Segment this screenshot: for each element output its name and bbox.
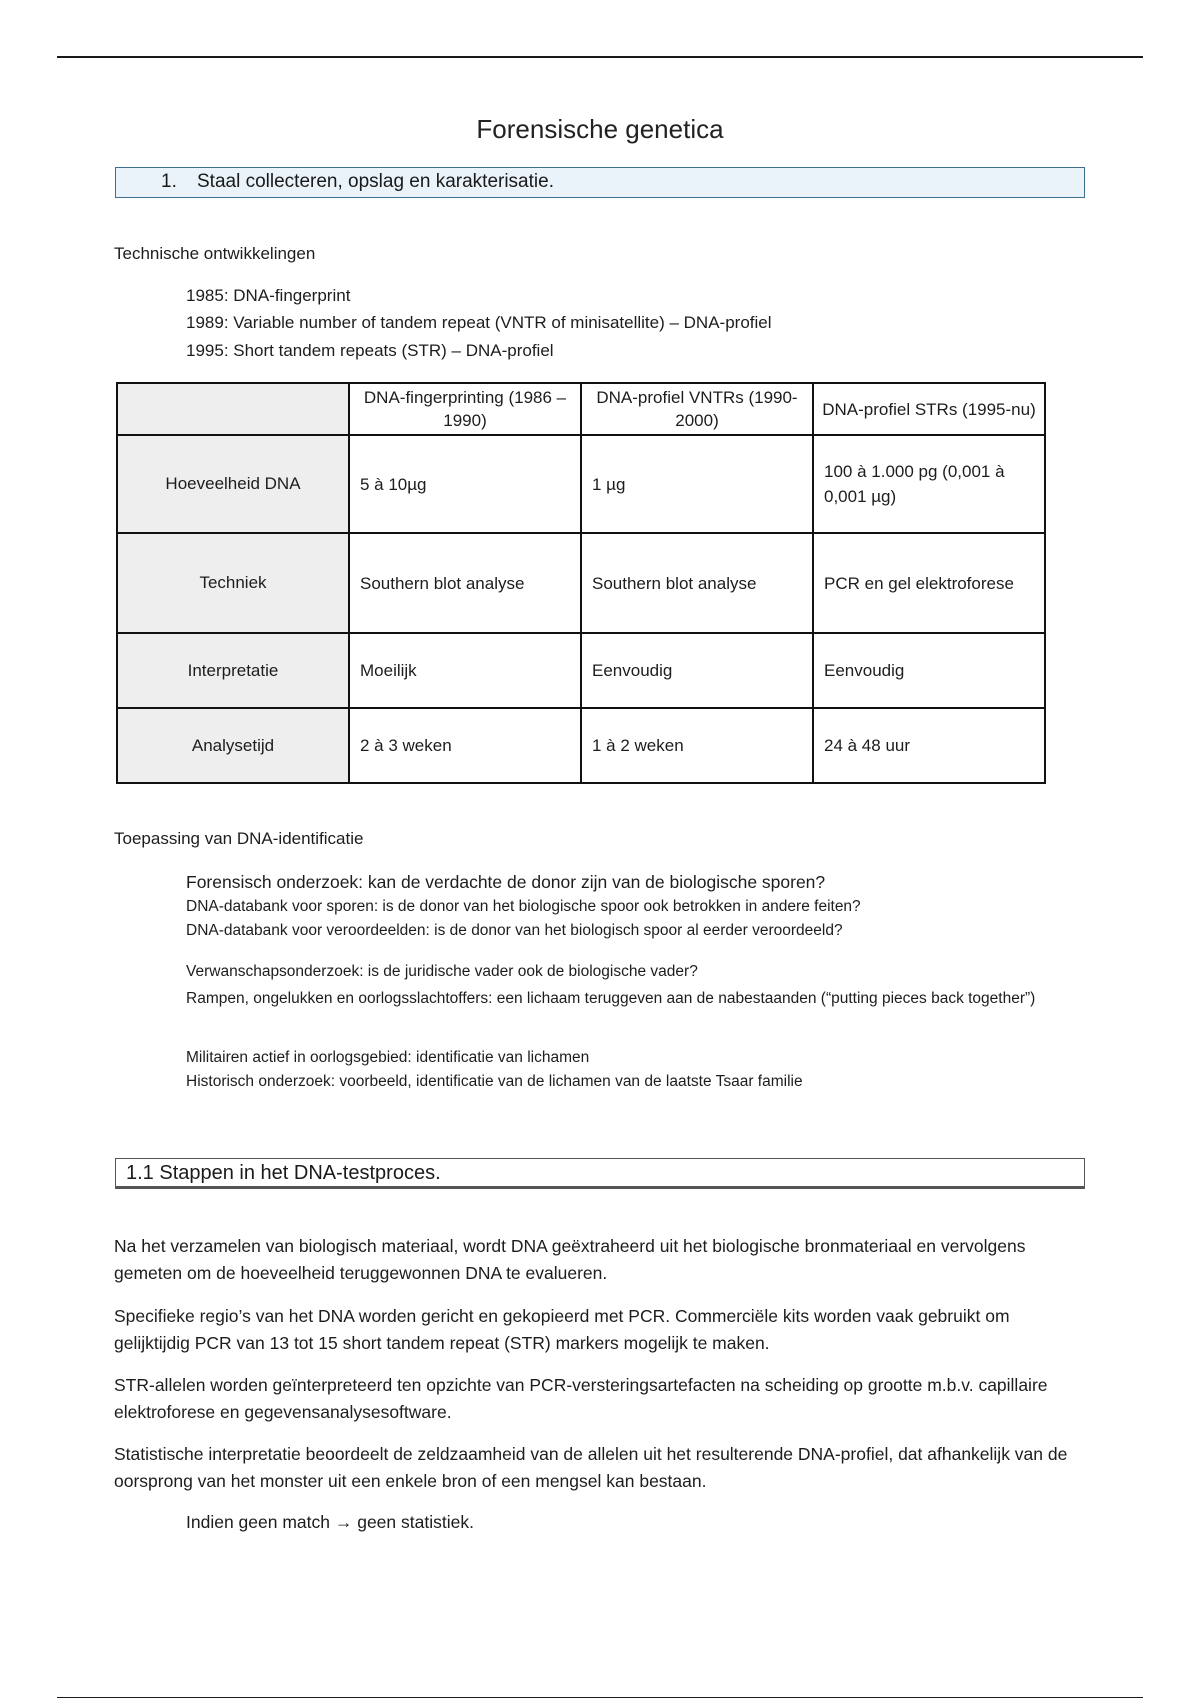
body-paragraph: Na het verzamelen van biologisch materiaal, wordt DNA geëxtraheerd uit het biologische bronmateriaal en vervolgens gemeten om de hoeveelheid teruggewonnen DNA te evalueren. [114, 1236, 1026, 1283]
table-cell: 5 à 10µg [349, 435, 581, 533]
row-header: Techniek [117, 533, 349, 633]
table-row [117, 708, 1045, 783]
toepassing-heading: Toepassing van DNA-identificatie [114, 829, 364, 848]
header-rule [57, 56, 1143, 58]
table-cell: 100 à 1.000 pg (0,001 à 0,001 µg) [813, 435, 1045, 533]
column-header: DNA-profiel VNTRs (1990-2000) [581, 383, 813, 435]
row-header: Interpretatie [117, 633, 349, 708]
table-cell: Southern blot analyse [581, 533, 813, 633]
toepassing-item: Militairen actief in oorlogsgebied: identificatie van lichamen [186, 1049, 590, 1066]
toepassing-item: DNA-databank voor sporen: is de donor van het biologische spoor ook betrokken in andere feiten? [186, 898, 861, 915]
table-cell: Eenvoudig [813, 633, 1045, 708]
tech-item: 1985: DNA-fingerprint [186, 286, 351, 305]
tech-heading: Technische ontwikkelingen [114, 244, 316, 263]
table-header-row [117, 383, 1045, 435]
column-header: DNA-fingerprinting (1986 – 1990) [349, 383, 581, 435]
section-heading-1 [115, 167, 1085, 198]
table-cell: 1 à 2 weken [581, 708, 813, 783]
dna-comparison-table [116, 382, 1046, 784]
document-title: Forensische genetica [476, 114, 724, 144]
body-paragraph: Specifieke regio’s van het DNA worden gericht en gekopieerd met PCR. Commerciële kits worden vaak gebruikt om gelijktijdig PCR van 13 tot 15 short tandem repeat (STR) markers mogelijk te maken. [114, 1306, 1010, 1353]
row-header: Hoeveelheid DNA [117, 435, 349, 533]
table-cell: Eenvoudig [581, 633, 813, 708]
footer-rule [57, 1697, 1143, 1698]
table-cell: Moeilijk [349, 633, 581, 708]
table-cell: 2 à 3 weken [349, 708, 581, 783]
toepassing-item: Rampen, ongelukken en oorlogsslachtoffers: een lichaam teruggeven aan de nabestaanden (“putting pieces back together”) [186, 990, 1036, 1007]
table-cell: 1 µg [581, 435, 813, 533]
toepassing-item: DNA-databank voor veroordeelden: is de donor van het biologisch spoor al eerder veroordeeld? [186, 922, 843, 939]
table-row [117, 533, 1045, 633]
toepassing-lead: Forensisch onderzoek: kan de verdachte de donor zijn van de biologische sporen? [186, 872, 826, 892]
table-cell: Southern blot analyse [349, 533, 581, 633]
body-paragraph: Statistische interpretatie beoordeelt de zeldzaamheid van de allelen uit het resulterende DNA-profiel, dat afhankelijk van de oorsprong van het monster uit een enkele bron of een mengsel kan bestaan. [114, 1444, 1068, 1491]
body-paragraph: STR-allelen worden geïnterpreteerd ten opzichte van PCR-versteringsartefacten na scheiding op grootte m.b.v. capillaire elektroforese en gegevensanalysesoftware. [114, 1375, 1048, 1422]
toepassing-item: Verwanschapsonderzoek: is de juridische vader ook de biologische vader? [186, 963, 698, 980]
note-text: Indien geen match → geen statistiek. [186, 1512, 474, 1532]
row-header: Analysetijd [117, 708, 349, 783]
table-row [117, 435, 1045, 533]
tech-item: 1989: Variable number of tandem repeat (VNTR of minisatellite) – DNA-profiel [186, 313, 772, 332]
section-heading-1-1: 1.1 Stappen in het DNA-testproces. [115, 1158, 1085, 1189]
section-label: Staal collecteren, opslag en karakterisatie. [197, 171, 554, 192]
column-header: DNA-profiel STRs (1995-nu) [813, 383, 1045, 435]
table-cell: PCR en gel elektroforese [813, 533, 1045, 633]
section-number: 1. [161, 171, 177, 192]
table-corner-cell [117, 383, 349, 435]
toepassing-item: Historisch onderzoek: voorbeeld, identificatie van de lichamen van de laatste Tsaar familie [186, 1073, 803, 1090]
tech-item: 1995: Short tandem repeats (STR) – DNA-profiel [186, 341, 554, 360]
table-cell: 24 à 48 uur [813, 708, 1045, 783]
table-row [117, 633, 1045, 708]
